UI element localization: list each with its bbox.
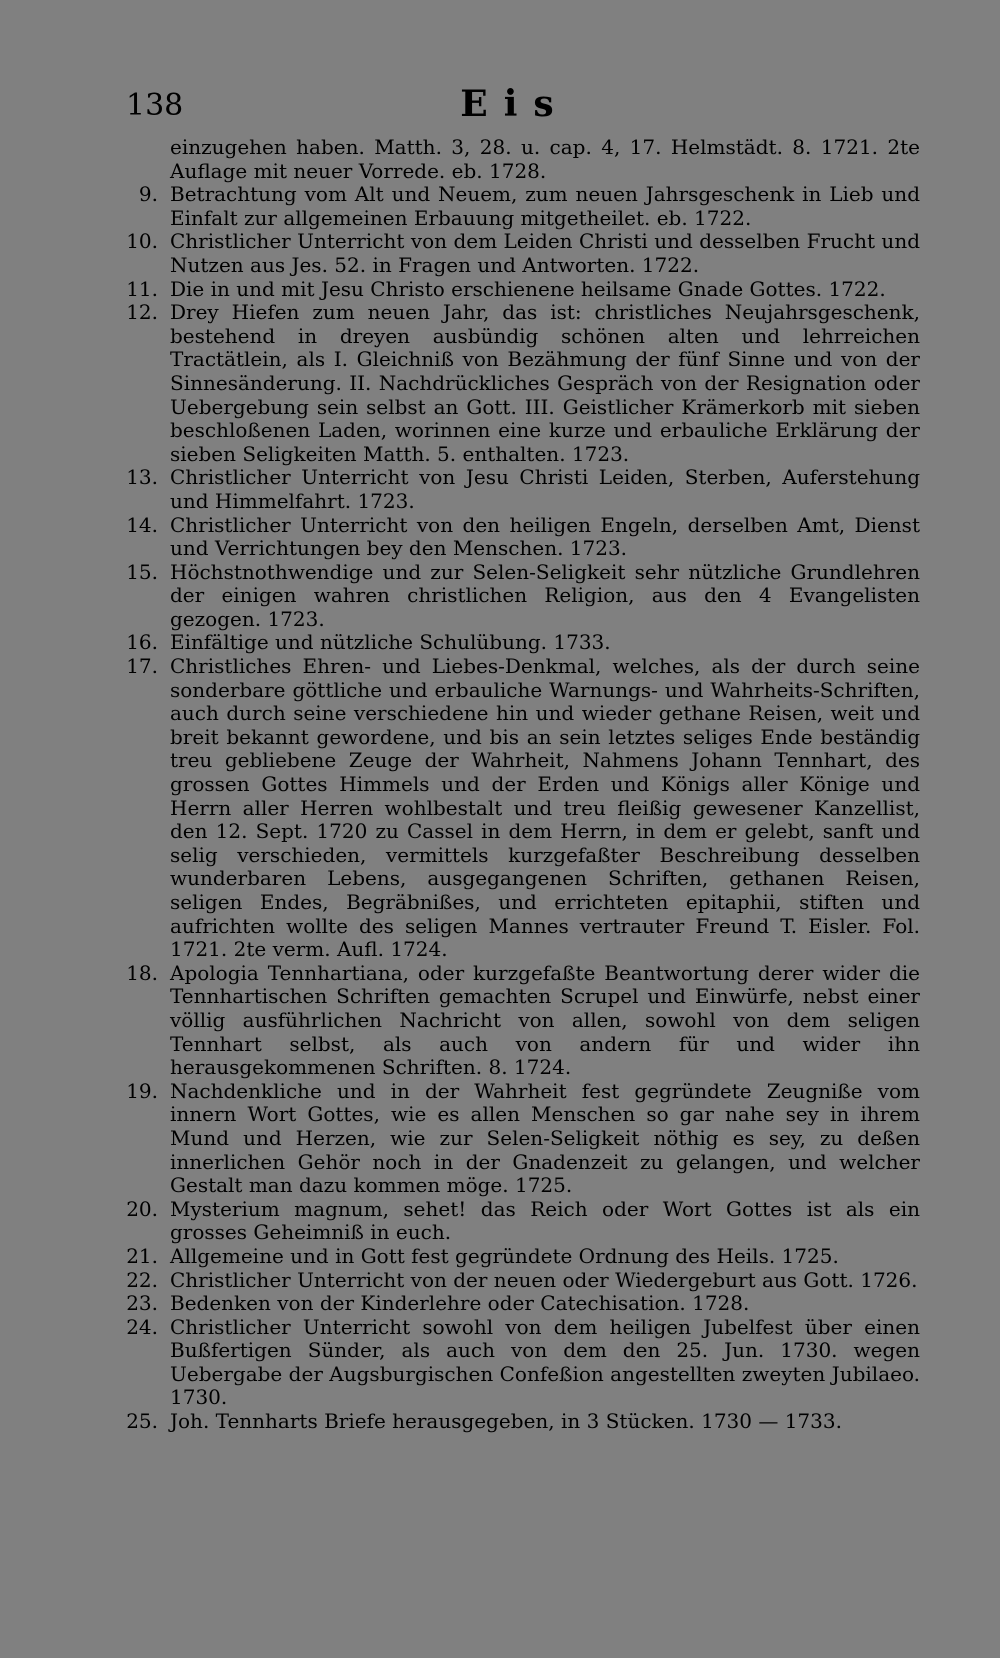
entry-text: Joh. Tennharts Briefe herausgegeben, in 3 Stücken. 1730 — 1733. <box>170 1409 842 1434</box>
entry-text: Christlicher Unterricht von Jesu Christi Leiden, Sterben, Auferstehung und Himmelfahrt. 1723. <box>170 465 920 513</box>
page-header <box>110 83 920 130</box>
entry-number: 12. <box>126 300 158 325</box>
entry-number: 16. <box>126 630 158 655</box>
entry-number: 18. <box>126 960 158 985</box>
entry-text: Betrachtung vom Alt und Neuem, zum neuen Jahrsgeschenk in Lieb und Einfalt zur allgemeinen Erbauung mitgetheilet. eb. 1722. <box>170 182 920 230</box>
entry-text: einzugehen haben. Matth. 3, 28. u. cap. 4, 17. Helmstädt. 8. 1721. 2te Auflage mit neuer Vorrede. eb. 1728. <box>170 135 920 183</box>
list-item <box>110 1245 920 1269</box>
entry-text: Christlicher Unterricht sowohl von dem heiligen Jubelfest über einen Bußfertigen Sünder, als auch von dem den 25. Jun. 1730. wegen Uebergabe der Augsburgischen Confeßion angestellten zweyten Jubilaeo. 1730. <box>170 1314 920 1410</box>
list-item <box>110 1316 920 1410</box>
entry-number: 22. <box>126 1267 158 1292</box>
list-item <box>110 136 920 183</box>
entry-text: Allgemeine und in Gott fest gegründete Ordnung des Heils. 1725. <box>170 1243 839 1268</box>
entry-number: 19. <box>126 1078 158 1103</box>
list-item <box>110 1410 920 1434</box>
list-item <box>110 301 920 466</box>
entry-number: 15. <box>126 559 158 584</box>
list-item <box>110 962 920 1080</box>
bibliography-list <box>110 136 920 1434</box>
entry-number: 21. <box>126 1243 158 1268</box>
entry-text: Christlicher Unterricht von der neuen oder Wiedergeburt aus Gott. 1726. <box>170 1267 918 1292</box>
entry-text: Christlicher Unterricht von dem Leiden Christi und desselben Frucht und Nutzen aus Jes. 52. in Fragen und Antworten. 1722. <box>170 229 920 277</box>
entry-text: Christlicher Unterricht von den heiligen Engeln, derselben Amt, Dienst und Verrichtungen bey den Menschen. 1723. <box>170 512 920 561</box>
list-item <box>110 1292 920 1316</box>
running-head: Eis <box>460 83 570 125</box>
entry-number: 17. <box>126 654 158 679</box>
entry-text: Höchstnothwendige und zur Selen-Seligkeit sehr nützliche Grundlehren der einigen wahren christlichen Religion, aus den 4 Evangelisten gezogen. 1723. <box>170 559 920 631</box>
list-item <box>110 1198 920 1245</box>
entry-text: Bedenken von der Kinderlehre oder Catechisation. 1728. <box>170 1291 750 1316</box>
list-item <box>110 466 920 513</box>
list-item <box>110 655 920 962</box>
entry-text: Drey Hiefen zum neuen Jahr, das ist: christliches Neujahrsgeschenk, bestehend in dreyen ausbündig schönen alten und lehrreichen Tractätlein, als I. Gleichniß von Bezähmung der fünf Sinne und von der Sinnesänderung. II. Nachdrückliches Gespräch von der Resignation oder Uebergebung sein selbst an Gott. III. Geistlicher Krämerkorb mit sieben beschloßenen Laden, worinnen eine kurze und erbauliche Erklärung der sieben Seligkeiten Matth. 5. enthalten. 1723. <box>170 300 920 466</box>
list-item <box>110 278 920 302</box>
list-item <box>110 631 920 655</box>
list-item <box>110 230 920 277</box>
page-number: 138 <box>126 88 184 123</box>
list-item <box>110 514 920 561</box>
list-item <box>110 1269 920 1293</box>
entry-text: Christliches Ehren- und Liebes-Denkmal, welches, als der durch seine sonderbare göttliche und erbauliche Warnungs- und Wahrheits-Schriften, auch durch seine verschiedene hin und wieder gethane Reisen, weit und breit bekannt gewordene, und bis an sein letztes seliges Ende beständig treu gebliebene Zeuge der Wahrheit, Nahmens Johann Tennhart, des grossen Gottes Himmels und der Erden und Königs aller Könige und Herrn aller Herren wohlbestalt und treu fleißig gewesener Kanzellist, den 12. Sept. 1720 zu Cassel in dem Herrn, in dem er gelebt, sanft und selig verschieden, vermittels kurzgefaßter Beschreibung desselben wunderbaren Lebens, ausgegangenen Schriften, gethanen Reisen, seligen Endes, Begräbnißes, und errichteten epitaphii, stiften und aufrichten wollte des seligen Mannes vertrauter Freund T. Eisler. Fol. 1721. 2te verm. Aufl. 1724. <box>170 654 920 962</box>
entry-number: 23. <box>126 1291 158 1316</box>
list-item <box>110 561 920 632</box>
entry-number: 25. <box>126 1409 158 1434</box>
list-item <box>110 1080 920 1198</box>
entry-text: Apologia Tennhartiana, oder kurzgefaßte Beantwortung derer wider die Tennhartischen Schriften gemachten Scrupel und Einwürfe, nebst einer völlig ausführlichen Nachricht von allen, sowohl von dem seligen Tennhart selbst, als auch von andern für und wider ihn herausgekommenen Schriften. 8. 1724. <box>170 960 920 1080</box>
entry-text: Die in und mit Jesu Christo erschienene heilsame Gnade Gottes. 1722. <box>170 276 886 301</box>
entry-text: Mysterium magnum, sehet! das Reich oder Wort Gottes ist als ein grosses Geheimniß in euch. <box>170 1196 920 1245</box>
entry-number: 11. <box>126 276 158 301</box>
list-item <box>110 183 920 230</box>
entry-text: Einfältige und nützliche Schulübung. 1733. <box>170 630 611 655</box>
entry-number: 9. <box>138 182 158 207</box>
entry-number: 10. <box>126 229 158 254</box>
entry-number: 24. <box>126 1314 158 1339</box>
entry-number: 20. <box>126 1196 158 1221</box>
entry-text: Nachdenkliche und in der Wahrheit fest gegründete Zeugniße vom innern Wort Gottes, wie es allen Menschen so gar nahe sey in ihrem Mund und Herzen, wie zur Selen-Seligkeit nöthig es sey, zu deßen innerlichen Gehör noch in der Gnadenzeit zu gelangen, und welcher Gestalt man dazu kommen möge. 1725. <box>170 1078 920 1198</box>
entry-number: 13. <box>126 465 158 490</box>
entry-number: 14. <box>126 512 158 537</box>
